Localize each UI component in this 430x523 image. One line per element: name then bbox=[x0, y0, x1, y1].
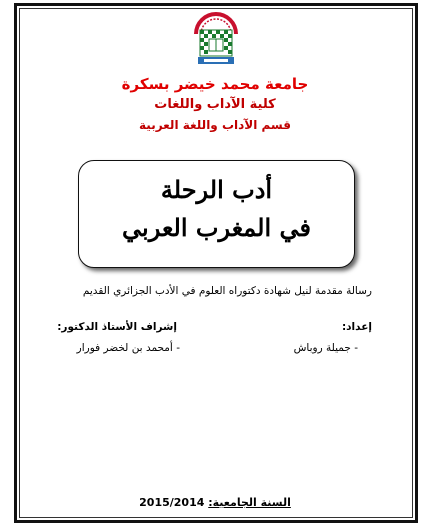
supervisor-name: أمحمد بن لخضر فورار bbox=[76, 342, 173, 354]
academic-year bbox=[0, 496, 430, 509]
bullet: - bbox=[176, 342, 180, 354]
supervisor-name-line bbox=[77, 342, 180, 354]
university-crest-icon bbox=[188, 8, 244, 70]
university-name: جامعة محمد خيضر بسكرة bbox=[121, 75, 309, 93]
title-line-1: أدب الرحلة bbox=[160, 175, 273, 204]
author-name-line bbox=[294, 342, 358, 354]
title-line-2: في المغرب العربي bbox=[122, 213, 311, 242]
faculty-name: كلية الآداب واللغات bbox=[154, 97, 276, 112]
year-label: السنة الجامعية: bbox=[208, 496, 291, 509]
author-label: إعداد: bbox=[341, 321, 372, 333]
bullet: - bbox=[354, 342, 358, 354]
supervisor-label: إشراف الأستاذ الدكتور: bbox=[57, 321, 177, 333]
year-value: 2015/2014 bbox=[139, 496, 205, 509]
department-name: قسم الآداب واللغة العربية bbox=[139, 118, 291, 132]
title-box bbox=[78, 160, 355, 268]
author-name: جميلة روباش bbox=[293, 342, 351, 354]
thesis-statement: رسالة مقدمة لنيل شهادة دكتوراه العلوم في الأدب الجزائري القديم bbox=[82, 285, 372, 297]
